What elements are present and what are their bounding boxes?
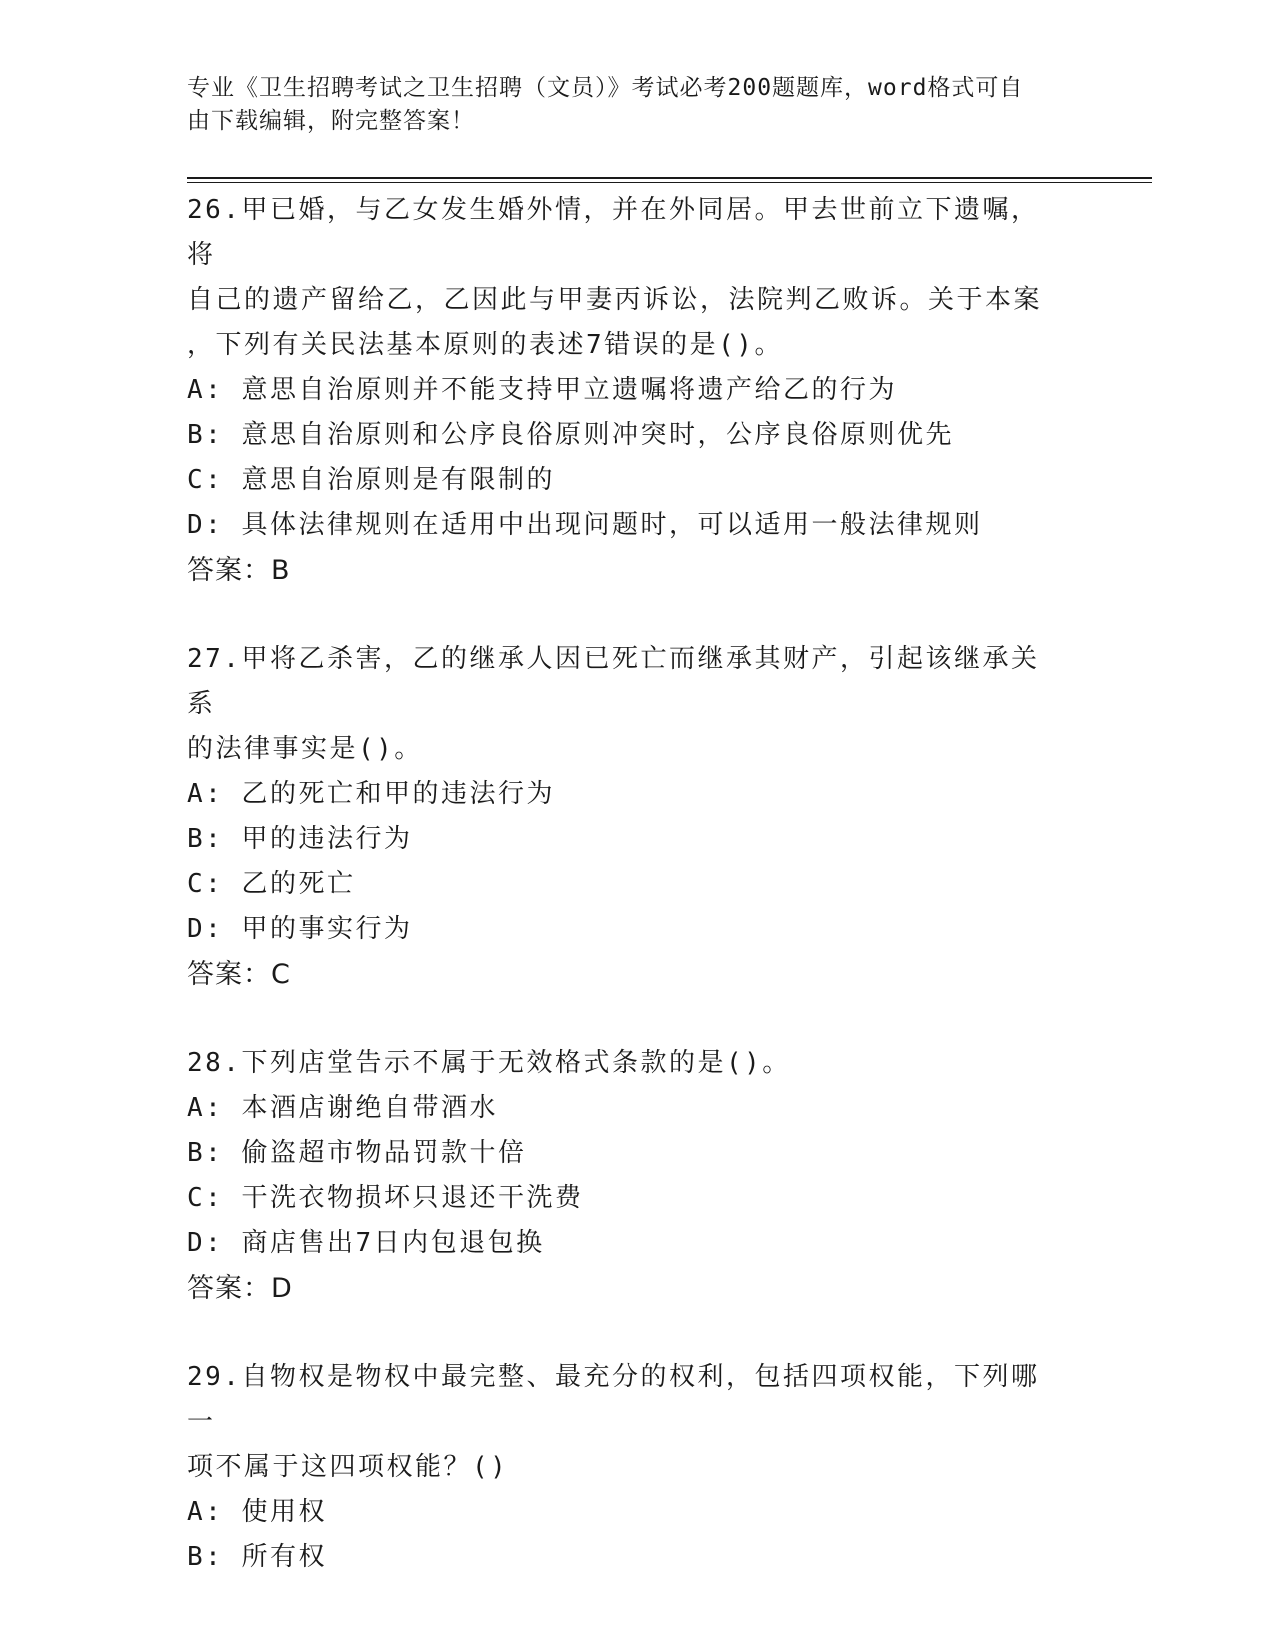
document-header [187, 72, 1067, 138]
question-stem [187, 637, 1067, 772]
question-26 [187, 188, 1087, 593]
header-divider-thin [187, 182, 1152, 183]
option-d: D: 商店售出7日内包退包换 [187, 1228, 545, 1258]
option-a: A: 本酒店谢绝自带酒水 [187, 1093, 498, 1123]
question-stem [187, 188, 1067, 368]
answer-line: 答案：C [187, 959, 291, 990]
question-list [187, 188, 1087, 1624]
option-c: C: 干洗衣物损坏只退还干洗费 [187, 1183, 584, 1213]
option-a: A: 意思自治原则并不能支持甲立遗嘱将遗产给乙的行为 [187, 375, 897, 405]
option-a: A: 使用权 [187, 1497, 327, 1527]
question-stem [187, 1041, 1067, 1086]
stem-line: ，下列有关民法基本原则的表述7错误的是()。 [187, 330, 783, 360]
stem-line: 项不属于这四项权能？() [187, 1452, 509, 1482]
stem-line: 26.甲已婚，与乙女发生婚外情，并在外同居。甲去世前立下遗嘱，将 [187, 195, 1040, 270]
header-divider-thick [187, 177, 1152, 179]
question-stem [187, 1355, 1067, 1490]
stem-line: 28.下列店堂告示不属于无效格式条款的是()。 [187, 1048, 791, 1078]
header-line-2: 由下载编辑，附完整答案！ [187, 108, 475, 134]
option-b: B: 甲的违法行为 [187, 824, 413, 854]
stem-line: 29.自物权是物权中最完整、最充分的权利，包括四项权能，下列哪一 [187, 1362, 1040, 1437]
option-b: B: 所有权 [187, 1542, 327, 1572]
option-b: B: 偷盗超市物品罚款十倍 [187, 1138, 527, 1168]
answer-line: 答案：B [187, 555, 291, 586]
option-c: C: 乙的死亡 [187, 869, 356, 899]
stem-line: 的法律事实是()。 [187, 734, 423, 764]
option-d: D: 具体法律规则在适用中出现问题时，可以适用一般法律规则 [187, 510, 983, 540]
question-28 [187, 1041, 1087, 1311]
stem-line: 自己的遗产留给乙，乙因此与甲妻丙诉讼，法院判乙败诉。关于本案 [187, 285, 1043, 315]
header-line-1: 专业《卫生招聘考试之卫生招聘（文员）》考试必考200题题库，word格式可自 [187, 75, 1024, 101]
question-27 [187, 637, 1087, 997]
option-d: D: 甲的事实行为 [187, 914, 413, 944]
stem-line: 27.甲将乙杀害，乙的继承人因已死亡而继承其财产，引起该继承关系 [187, 644, 1040, 719]
answer-line: 答案：D [187, 1273, 293, 1304]
question-29 [187, 1355, 1087, 1580]
option-a: A: 乙的死亡和甲的违法行为 [187, 779, 555, 809]
option-c: C: 意思自治原则是有限制的 [187, 465, 555, 495]
option-b: B: 意思自治原则和公序良俗原则冲突时，公序良俗原则优先 [187, 420, 954, 450]
